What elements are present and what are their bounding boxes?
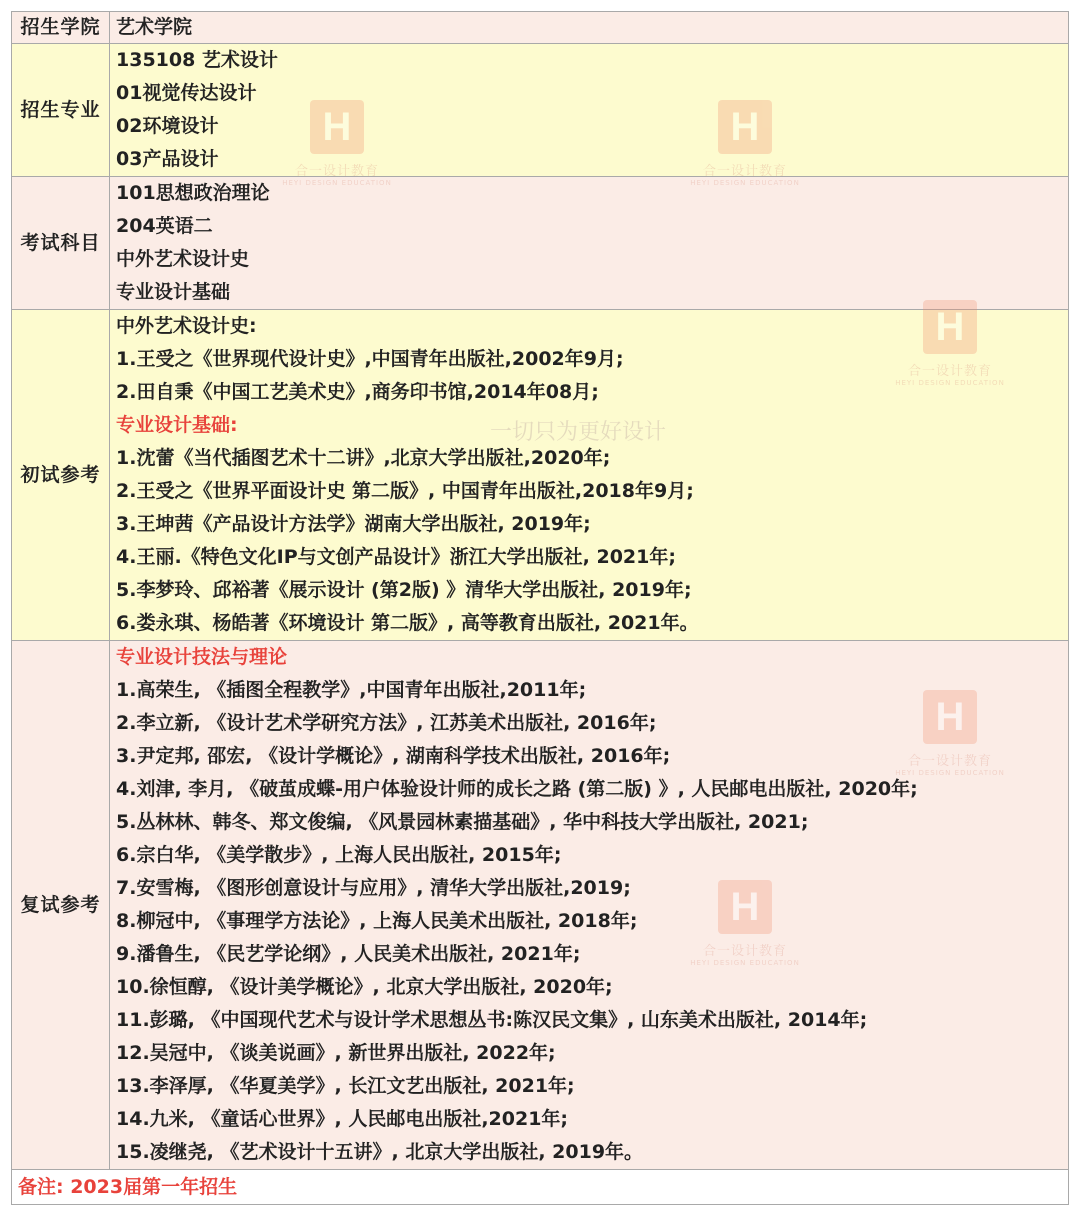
- watermark-subcaption: HEYI DESIGN EDUCATION: [895, 379, 1005, 387]
- retest-line: 8.柳冠中, 《事理学方法论》, 上海人民美术出版社, 2018年;: [116, 910, 638, 932]
- label-college: 招生学院: [12, 12, 110, 44]
- watermark-icon: H: [718, 880, 772, 934]
- watermark-caption: 合一设计教育: [702, 944, 787, 959]
- retest-line: 10.徐恒醇, 《设计美学概论》, 北京大学出版社, 2020年;: [116, 976, 613, 998]
- subject-line: 204英语二: [116, 215, 213, 237]
- label-major: 招生专业: [12, 44, 110, 177]
- retest-line: 3.尹定邦, 邵宏, 《设计学概论》, 湖南科学技术出版社, 2016年;: [116, 745, 671, 767]
- retest-line: 11.彭璐, 《中国现代艺术与设计学术思想丛书:陈汉民文集》, 山东美术出版社, 2014年;: [116, 1009, 868, 1031]
- watermark-caption: 合一设计教育: [294, 164, 379, 179]
- retest-line: 9.潘鲁生, 《民艺学论纲》, 人民美术出版社, 2021年;: [116, 943, 581, 965]
- watermark-caption: 合一设计教育: [702, 164, 787, 179]
- reference-line: 1.王受之《世界现代设计史》,中国青年出版社,2002年9月;: [116, 348, 624, 370]
- watermark-slogan: 一切只为更好设计: [490, 420, 667, 445]
- retest-line: 12.吴冠中, 《谈美说画》, 新世界出版社, 2022年;: [116, 1042, 556, 1064]
- watermark-subcaption: HEYI DESIGN EDUCATION: [895, 769, 1005, 777]
- retest-line: 14.九米, 《童话心世界》, 人民邮电出版社,2021年;: [116, 1108, 569, 1130]
- watermark-caption: 合一设计教育: [907, 754, 992, 769]
- label-retest: 复试参考: [12, 641, 110, 1170]
- subject-line: 101思想政治理论: [116, 182, 270, 204]
- value-retest: [110, 641, 1069, 1170]
- note-text: 备注: 2023届第一年招生: [12, 1170, 1069, 1205]
- reference-line: 4.王丽.《特色文化IP与文创产品设计》浙江大学出版社, 2021年;: [116, 546, 676, 568]
- subject-line: 专业设计基础: [116, 281, 231, 303]
- retest-line: 2.李立新, 《设计艺术学研究方法》, 江苏美术出版社, 2016年;: [116, 712, 657, 734]
- retest-line: 5.丛林林、韩冬、郑文俊编, 《风景园林素描基础》, 华中科技大学出版社, 2021;: [116, 811, 809, 833]
- admission-table: [11, 11, 1069, 1205]
- retest-heading: 专业设计技法与理论: [116, 646, 288, 668]
- major-line: 03产品设计: [116, 148, 219, 170]
- row-college: [12, 12, 1069, 44]
- reference-line: 2.王受之《世界平面设计史 第二版》, 中国青年出版社,2018年9月;: [116, 480, 694, 502]
- watermark-caption: 合一设计教育: [907, 364, 992, 379]
- value-major: [110, 44, 1069, 177]
- label-subjects: 考试科目: [12, 177, 110, 310]
- watermark-icon: H: [923, 300, 977, 354]
- subject-line: 中外艺术设计史: [116, 248, 250, 270]
- row-retest: [12, 641, 1069, 1170]
- row-note: [12, 1170, 1069, 1205]
- retest-line: 4.刘津, 李月, 《破茧成蝶-用户体验设计师的成长之路 (第二版) 》, 人民邮电出版社, 2020年;: [116, 778, 918, 800]
- watermark-icon: H: [923, 690, 977, 744]
- reference-line: 3.王坤茜《产品设计方法学》湖南大学出版社, 2019年;: [116, 513, 591, 535]
- major-line: 135108 艺术设计: [116, 49, 278, 71]
- basics-heading: 专业设计基础:: [116, 414, 238, 436]
- retest-line: 15.凌继尧, 《艺术设计十五讲》, 北京大学出版社, 2019年。: [116, 1141, 644, 1163]
- history-heading: 中外艺术设计史:: [116, 315, 257, 337]
- major-line: 02环境设计: [116, 115, 219, 137]
- retest-line: 7.安雪梅, 《图形创意设计与应用》, 清华大学出版社,2019;: [116, 877, 631, 899]
- row-initial: [12, 310, 1069, 641]
- value-subjects: [110, 177, 1069, 310]
- reference-line: 6.娄永琪、杨皓著《环境设计 第二版》, 高等教育出版社, 2021年。: [116, 612, 699, 634]
- retest-line: 13.李泽厚, 《华夏美学》, 长江文艺出版社, 2021年;: [116, 1075, 575, 1097]
- row-subjects: [12, 177, 1069, 310]
- watermark-subcaption: HEYI DESIGN EDUCATION: [690, 179, 800, 187]
- reference-line: 5.李梦玲、邱裕著《展示设计 (第2版) 》清华大学出版社, 2019年;: [116, 579, 692, 601]
- row-major: [12, 44, 1069, 177]
- reference-line: 1.沈蕾《当代插图艺术十二讲》,北京大学出版社,2020年;: [116, 447, 611, 469]
- label-initial: 初试参考: [12, 310, 110, 641]
- value-college: 艺术学院: [110, 12, 1069, 44]
- retest-line: 1.高荣生, 《插图全程教学》,中国青年出版社,2011年;: [116, 679, 587, 701]
- retest-line: 6.宗白华, 《美学散步》, 上海人民出版社, 2015年;: [116, 844, 562, 866]
- reference-line: 2.田自秉《中国工艺美术史》,商务印书馆,2014年08月;: [116, 381, 599, 403]
- watermark-subcaption: HEYI DESIGN EDUCATION: [690, 959, 800, 967]
- watermark-icon: H: [718, 100, 772, 154]
- watermark-icon: H: [310, 100, 364, 154]
- value-initial: [110, 310, 1069, 641]
- major-line: 01视觉传达设计: [116, 82, 257, 104]
- watermark-subcaption: HEYI DESIGN EDUCATION: [282, 179, 392, 187]
